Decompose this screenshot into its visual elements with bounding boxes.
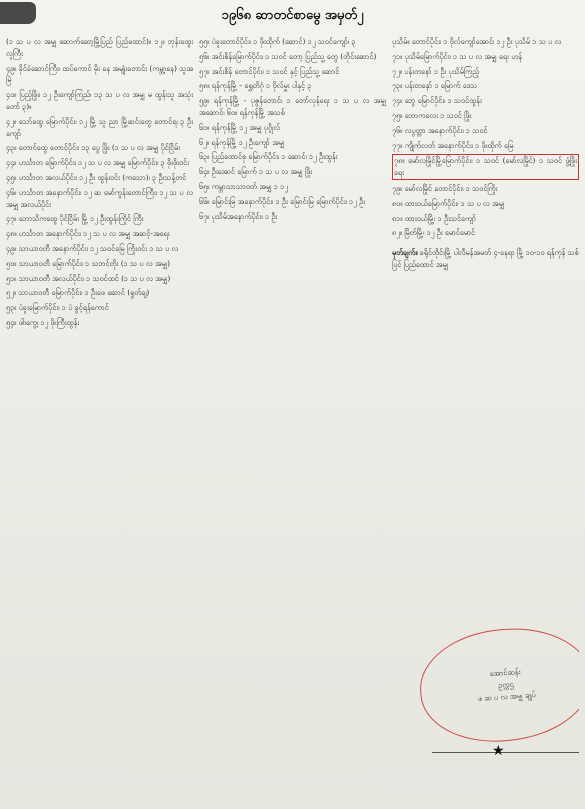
paragraph: ၅၁။ သာယာဝတီ အလယ်ပိုင်း၊ ၁ သဝင်ထင် (၁ သ ပ လ အမျှ) (6, 273, 171, 283)
paragraph: ၆၅။ ကမ္ဘာသာသာဝတ် အမျှ ၁ ၁၂ (199, 181, 288, 191)
paragraph: ၅၂။ သာယာဝတီ မြောက်ပိုင်း၊ ၁ ဦးဖေ ဆောင် (ရှုတ်ချ) (6, 288, 150, 298)
signature-stamp (416, 623, 579, 747)
signature-line3: ဖ ဆ ပ လ အမျှ ချုပ် (477, 689, 537, 703)
paragraph: ၅၇။ အင်းစိန် တောင်ပိုင်း၊ ၁ သဝင် နှင့် ပြည်သူ့ ဆောင် (199, 66, 340, 76)
paragraph: ၄၄။ ဟင်္သာတ မြောက်ပိုင်း၊ ၁၂ သ ပ လ အမျှ မြောက်ပိုင်း၊ ၃ ဖိုးဖိုးဝင်း (6, 158, 189, 168)
paragraph: ၄၀။ ပြည့်ဖြိုး၊ ၁၂ ဦးကျော်ကြည်၊ ၁၃ သ ပ လ အမျှ မ ထွန်းသူ အသုံးတော် ၃)။ (6, 90, 193, 111)
paragraph: ၇၈။ မော်လမြိုင်မြို့မြောက်ပိုင်း၊ ၁ သဝင် (မော်လမြိုင်) ၁ သဝင် ဖွံ့ဖြိုးရေး (392, 154, 579, 180)
paragraph: ၄၉။ ခိုင်ခံဆောင်ကြီး၊ ထပ်ကောင် မိုး နေ အမျုံးတောင်း (ကမ္ဘာ့နေ) သူအ မြဲ (6, 63, 193, 85)
signature-line2: ဥက္ကဌ (497, 679, 515, 690)
paragraph: ၆၁။ ရန်ကုန်မြို့ ၁၂ အမျှ ပုဂ္ဂိုလ် (199, 122, 281, 132)
paragraph: ၄၉။ သာယာဝတီ အနောက်ပိုင်း၊ ၁၂ သဝင်မြေ ကြိုးဝင်း ၁ သ ပ လ (6, 243, 179, 253)
paragraph: ၇၉။ မော်လမြိုင် တောင်ပိုင်း၊ ၁ သဝင်ကြိုး (392, 183, 498, 193)
note-block (392, 247, 579, 271)
paragraph: ၈၂။ မြိတ်မြို့၊ ၁၂ ဦး မောင်မောင် (392, 228, 476, 238)
paragraph: (၁ သ ပ လ အမျှ ဆောက်ဆော့မြို့ပြည် ပြည်ထောင်)။ ၁၂။ ဘုန်းထွေး လူကြီး (6, 37, 193, 58)
paragraph: ၈၀။ ထားဝယ်မြောက်ပိုင်း၊ ၁ သ ပ လ အမျှ (392, 198, 505, 208)
paragraph: ၇၅။ ဘောကလေး ၁ သဝင် ဖြိုး (392, 110, 472, 120)
paragraph: ၅၄။ ဖါးကွေ့၊ ၁၂ ဖိုးကြီးထွန်း (6, 317, 80, 327)
column-right (392, 36, 579, 801)
paragraph: ၇၆။ လပွတ္တာ အနောက်ပိုင်း၊ ၁ သဝင် (392, 125, 488, 135)
paragraph: ၆၇။ ပုသိမ်အနောက်ပိုင်း၊ ၁ ဦး (199, 211, 278, 221)
divider-line (432, 752, 579, 753)
paragraph: ၇၂။ ပန်းတနော် ၁ ဦး ပုသိမ်ကြည့် (392, 66, 480, 76)
paragraph: ၆၂။ ရန်ကုန်မြို့ ၁၂ ဦးကျော် အမျှ (199, 137, 285, 147)
signature-line1: အောင်ဆန်း (489, 666, 521, 679)
paragraph: ၄၆။ ဟင်္သာတ အနောက်ပိုင်း၊ ၁၂ ဆ မော်ကွန်းတောင်ကြီး၊ ၁၂ သ ပ လ အမျှ အလယ်ပိုင်း (6, 187, 193, 209)
paragraph: ၅၅။ ပဲခူးတောင်ပိုင်း၊ ၁ ဖိုးထိုက် (ဆောင်) ၁၂ သဝင်ကျော်၊ ၃ (199, 37, 356, 46)
header-title: ၁၉၆၈ ဆာတင်စာမွေ အမှတ်၂ (221, 7, 364, 23)
paragraph: ၅၀။ သာယာဝတီ မြောက်ပိုင်း၊ ၁ သဘင်တိုး (၁ သ ပ လ အမျှ) (6, 258, 171, 268)
paragraph: ၇၁။ ပုသိမ်မြောက်ပိုင်း၊ ၁ သ ပ လ အမျှ ရေး ဟန် (392, 51, 523, 61)
column-middle (199, 36, 386, 801)
page-header (0, 4, 585, 28)
column-left (6, 36, 193, 801)
paragraph: ၆၃။ ပြည်ထောင်စု မြောက်ပိုင်း၊ ၁ ဆောင်၊ ၁၂ ဦးထွန်း (199, 152, 338, 162)
paragraph: ၄၂။ သော်ထွေ မြောက်ပိုင်း၊ ၁၂ မြို့ သူ ညာ မြို့ဆင်းတွေ တောင်ရ၊ ၃ ဦးကျော် (6, 116, 193, 138)
paragraph: ၄၅။ ဟင်္သာတ အလယ်ပိုင်း၊ ၁၂ ဦး ထွန်းဝင်း (ကသော)၊ ၃ ဦးသန့်တင် (6, 172, 187, 182)
note-text: ခရိုင်တိုင်းမြို့ ပါလီမန်အမတ် ၄-နေရာ မြို့ ၁၀-၁၀ ရန်ကုန် သစ်ပြင် ပြည်ထောင် အမျှ (392, 248, 579, 269)
paragraph: ၅၆။ အင်းစိန်မြောက်ပိုင်း၊ ၁ သဝင် တော့ ပြည်သူ့ တွေ (တိုင်းဆောင်) (199, 51, 377, 61)
paragraph: ၅၃။ ပဲခူးမြောက်ပိုင်း၊ ၁ ပဲ ခွင့်ရန်ကောင် (6, 303, 109, 313)
paragraph: ၆၄။ ဦးအောင် မြောက် ၁ သ ပ လ အမျှ ဖြိုး (199, 167, 313, 177)
paragraph: ၅၉။ ရန်ကုန်မြို့ - ပုဇွန်တောင်၊ ၁ တော်လှန်ရေး ၁ သ ပ လ အမျှ အဆောင်၊ ၆၀။ ရန်ကုန်မြို့ အသစ် (199, 96, 386, 117)
paragraph: ၅၈။ ရန်ကုန်မြို့ - ရွှေတိဂုံ ၁ ဗိုလ်မှူး ပါနှင့် ၃ (199, 81, 312, 91)
paragraph: ၄၈။ ဟင်္သာတ အနောက်ပိုင်း၊ ၁၂ သ ပ လ အမျှ အဆင့်-အရေး (6, 229, 170, 239)
paragraph: ၄၇။ ဘောသိကထွေ ပိုင်ငြိမ်း မြို့ ၁၂ ဦးထွန်းကြိုင် ကြီး (6, 214, 144, 224)
paragraph: ၈၁။ ထားဝယ်မြို့၊ ၁ ဦးသင်ကျော် (392, 213, 477, 223)
text-columns (6, 36, 579, 801)
star-icon: ★ (492, 743, 505, 759)
note-title: မှတ်ချက်။ (392, 248, 418, 258)
paragraph: ၇၃။ ပန်းတနော် ၁ မြောက် ဒေသ (392, 81, 478, 91)
paragraph: ၄၃။ တောင်ထွေ တောင်ပိုင်း၊ ၁၃ ပွေ ဖြိုး (၁ သ ပ လ အမျှ ပိုင်ငြိမ်း (6, 143, 181, 153)
column-right-paragraphs (392, 36, 579, 239)
paragraph: ၇၇။ ကျိုက်လတ် အနောက်ပိုင်း၊ ၁ ဖိုးထိုက် မြေ (392, 140, 514, 150)
paragraph: ၆၆။ မြောင်းမြ အနောက်ပိုင်း၊ ၁ ဦး မြောင်းမြ မြောက်ပိုင်း၊ ၁၂ ဦး (199, 196, 365, 206)
paragraph: ပုသိမ်။ တောင်ပိုင်း၊ ၁ ဗိုလ်ကျော်အောင်၊ ၁၂ ဦး ပုသိမ် ၁ သ ပ လ (392, 37, 562, 46)
paragraph: ၇၄။ ဘွေ မြောင်ပိုင်း၊ ၁ သဝင်ထွန်း (392, 96, 482, 106)
